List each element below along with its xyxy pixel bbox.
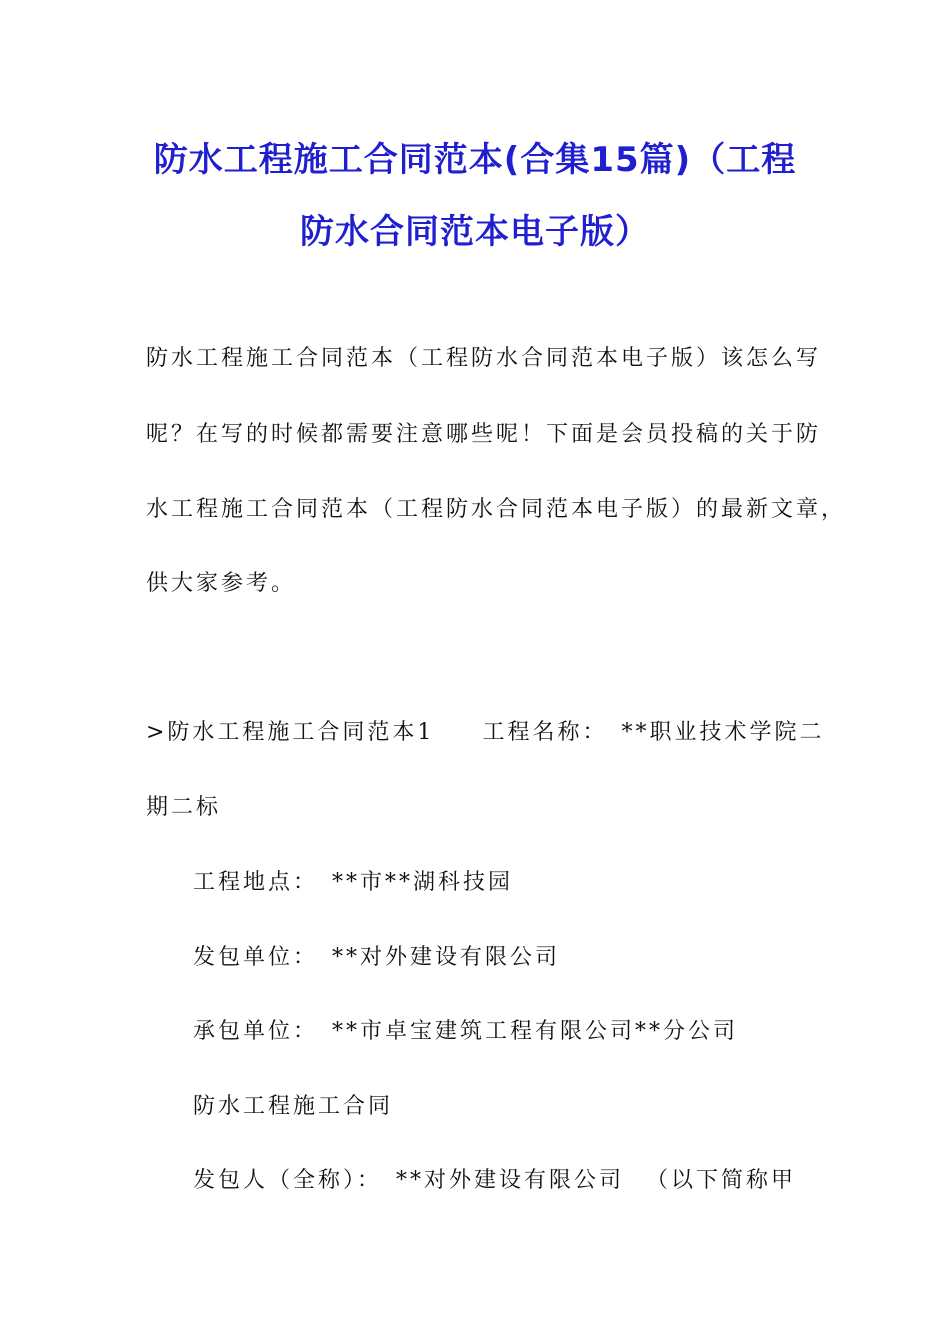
field-label: 工程地点： — [193, 870, 319, 895]
intro-line-1: 防水工程施工合同范本（工程防水合同范本电子版）该怎么写 — [146, 346, 822, 371]
field-value: **市卓宝建筑工程有限公司**分公司 — [332, 1019, 739, 1044]
field-value: **对外建设有限公司 — [332, 945, 561, 970]
field-value: **市**湖科技园 — [332, 870, 514, 895]
document-title-line-2: 防水合同范本电子版） — [300, 212, 650, 252]
project-name-label: 工程名称： — [482, 720, 608, 745]
document-title-line-1: 防水工程施工合同范本(合集15篇)（工程 — [153, 140, 797, 180]
field-label: 发包单位： — [193, 945, 319, 970]
intro-line-3: 水工程施工合同范本（工程防水合同范本电子版）的最新文章， — [146, 497, 847, 522]
field-project-location — [193, 868, 513, 898]
employer-line — [193, 1166, 796, 1196]
project-name-value: **职业技术学院二 — [621, 720, 825, 745]
field-employer-unit — [193, 943, 560, 973]
section-heading: >防水工程施工合同范本1 — [146, 720, 435, 745]
field-label: 承包单位： — [193, 1019, 319, 1044]
contract-title: 防水工程施工合同 — [193, 1094, 394, 1119]
employer-value: **对外建设有限公司 — [396, 1168, 625, 1193]
field-contractor-unit — [193, 1017, 738, 1047]
employer-note: （以下简称甲 — [646, 1168, 797, 1193]
project-name-value-cont: 期二标 — [146, 795, 222, 820]
intro-line-2: 呢？在写的时候都需要注意哪些呢！下面是会员投稿的关于防 — [146, 422, 822, 447]
intro-line-4: 供大家参考。 — [146, 571, 297, 596]
employer-label: 发包人（全称）： — [193, 1168, 383, 1193]
section-heading-line — [146, 718, 824, 748]
